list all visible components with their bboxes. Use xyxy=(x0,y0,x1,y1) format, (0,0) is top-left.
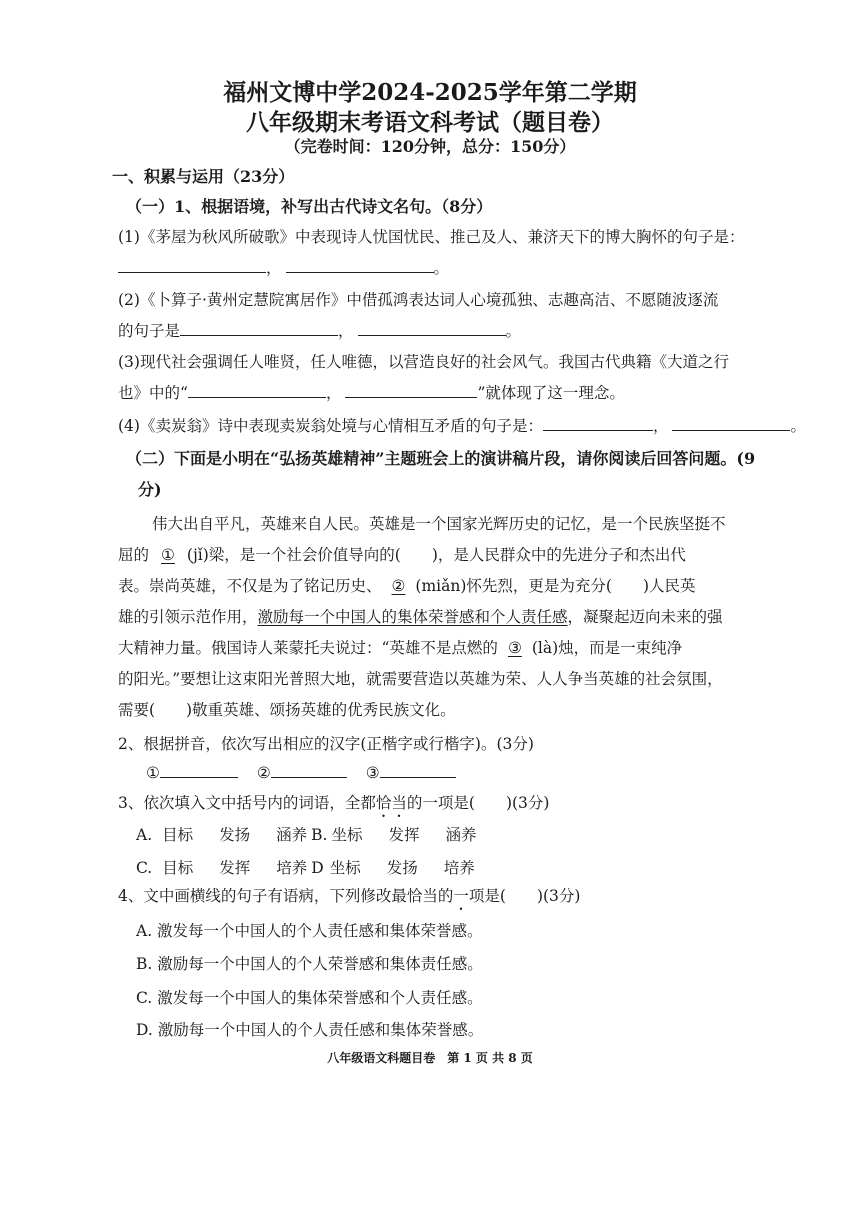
question-2-2: 2、根据拼音，依次写出相应的汉字(正楷字或行楷字)。(3分) xyxy=(118,735,534,753)
period: 。 xyxy=(433,259,450,277)
blank[interactable] xyxy=(271,763,347,778)
mark-1: ① xyxy=(146,764,160,782)
exam-subtitle: （完卷时间：120分钟，总分：150分） xyxy=(284,137,576,156)
passage-text: ，凝聚起迈向未来的强 xyxy=(567,608,723,626)
blank[interactable] xyxy=(543,416,653,431)
option-word: 坐标 xyxy=(331,826,363,844)
passage-text: (miǎn)怀先烈，更是为充分( )人民英 xyxy=(415,577,696,595)
passage-line: 伟大出自平凡，英雄来自人民。英雄是一个国家光辉历史的记忆，是一个民族坚挺不 xyxy=(152,515,726,533)
emphasis: 恰当 xyxy=(375,794,407,812)
passage-line: 需要( )敬重英雄、颂扬英雄的优秀民族文化。 xyxy=(118,701,456,719)
q4-text: 项是( )(3分) xyxy=(468,887,581,905)
blank-mark-2[interactable]: ② xyxy=(391,577,406,595)
q3-text: 的一项是( )(3分) xyxy=(406,794,550,812)
part-1-heading: （一）1、根据语境，补写出古代诗文名句。（8分） xyxy=(126,197,493,216)
passage-text: 雄的引领示范作用， xyxy=(118,608,258,626)
passage-line xyxy=(118,636,682,658)
underlined-sentence: 激励每一个中国人的集体荣誉感和个人责任感 xyxy=(257,608,568,626)
passage-text: (jǐ)梁，是一个社会价值导向的( )，是人民群众中的先进分子和杰出代 xyxy=(186,546,686,564)
option-word: 目标 xyxy=(162,859,194,877)
option-a[interactable]: A. 激发每一个中国人的个人责任感和集体荣誉感。 xyxy=(136,922,483,940)
blank-mark-1[interactable]: ① xyxy=(161,546,175,564)
mark-2: ② xyxy=(256,764,271,782)
mark-3: ③ xyxy=(365,764,380,782)
option-word: 发挥 xyxy=(388,826,420,844)
passage-text: 大精神力量。俄国诗人莱蒙托夫说过：“英雄不是点燃的 xyxy=(118,639,498,657)
option-word: 培养 xyxy=(443,859,475,877)
blank[interactable] xyxy=(160,763,238,778)
q3-text: ”就体现了这一理念。 xyxy=(477,384,625,402)
part-2-heading: （二）下面是小明在“弘扬英雄精神”主题班会上的演讲稿片段，请你阅读后回答问题。(9 xyxy=(126,449,756,468)
option-word: 目标 xyxy=(162,826,194,844)
option-b[interactable]: B. 激励每一个中国人的个人荣誉感和集体责任感。 xyxy=(136,955,483,973)
question-2-4 xyxy=(118,884,580,914)
blank[interactable] xyxy=(358,321,506,336)
option-word: 坐标 xyxy=(329,859,361,877)
question-1-3: (3)现代社会强调任人唯贤，任人唯德，以营造良好的社会风气。我国古代典籍《大道之行 xyxy=(118,353,729,371)
answer-row-2-2 xyxy=(146,763,456,782)
q4-text: (4)《卖炭翁》诗中表现卖炭翁处境与心情相互矛盾的句子是： xyxy=(118,417,543,435)
passage-text: 屈的 xyxy=(118,546,150,564)
passage-text: 表。崇尚英雄，不仅是为了铭记历史、 xyxy=(118,577,382,595)
option-row-ab xyxy=(136,823,477,845)
blank[interactable] xyxy=(118,258,266,273)
option-word: 涵养 xyxy=(276,826,308,844)
passage-text: (là)烛，而是一束纯净 xyxy=(531,639,683,657)
option-letter[interactable]: C. xyxy=(136,859,153,877)
question-1-2: (2)《卜算子·黄州定慧院寓居作》中借孤鸿表达词人心境孤独、志趣高洁、不愿随波逐流 xyxy=(118,291,719,309)
question-1-1: (1)《茅屋为秋风所破歌》中表现诗人忧国忧民、推己及人、兼济天下的博大胸怀的句子是： xyxy=(118,228,745,246)
blank[interactable] xyxy=(180,321,338,336)
q2-text: 的句子是 xyxy=(118,322,181,340)
blank-mark-3[interactable]: ③ xyxy=(507,639,522,657)
option-d[interactable]: D. 激励每一个中国人的个人责任感和集体荣誉感。 xyxy=(136,1021,484,1039)
passage-line xyxy=(118,543,686,565)
exam-title-subject: 八年级期末考语文科考试（题目卷） xyxy=(246,109,614,136)
option-letter[interactable]: D xyxy=(311,859,324,877)
period: 。 xyxy=(505,322,522,340)
q3-text: 3、依次填入文中括号内的词语，全都 xyxy=(118,794,376,812)
emphasis: 一 xyxy=(453,887,469,905)
blank[interactable] xyxy=(188,383,326,398)
comma: ， xyxy=(338,322,354,340)
question-2-3 xyxy=(118,791,549,821)
section-1-heading: 一、积累与运用（23分） xyxy=(112,167,295,186)
q3-text: 也》中的“ xyxy=(118,384,188,402)
comma: ， xyxy=(652,417,669,435)
comma: ， xyxy=(325,384,342,402)
option-row-cd xyxy=(136,856,475,878)
question-1-4 xyxy=(118,414,806,436)
question-1-3-line2 xyxy=(118,381,625,403)
option-word: 发扬 xyxy=(386,859,418,877)
blank[interactable] xyxy=(345,383,477,398)
comma: ， xyxy=(266,259,282,277)
blank[interactable] xyxy=(286,258,434,273)
part-2-heading-line2: 分) xyxy=(138,480,162,499)
option-word: 培养 xyxy=(276,859,308,877)
option-letter[interactable]: A. xyxy=(136,826,153,844)
option-letter[interactable]: B. xyxy=(311,826,328,844)
exam-title-school: 福州文博中学2024-2025学年第二学期 xyxy=(223,79,637,106)
blank[interactable] xyxy=(672,416,790,431)
period: 。 xyxy=(790,417,806,435)
page-footer: 八年级语文科题目卷 第 1 页 共 8 页 xyxy=(327,1051,533,1065)
option-word: 发扬 xyxy=(219,826,251,844)
answer-line-1-1 xyxy=(118,256,449,278)
option-word: 涵养 xyxy=(445,826,477,844)
blank[interactable] xyxy=(380,763,456,778)
passage-line xyxy=(118,574,696,596)
option-c[interactable]: C. 激发每一个中国人的集体荣誉感和个人责任感。 xyxy=(136,989,483,1007)
option-word: 发挥 xyxy=(219,859,251,877)
q4-text: 4、文中画横线的句子有语病，下列修改最恰当的 xyxy=(118,887,454,905)
passage-line xyxy=(118,605,723,627)
question-1-2-line2 xyxy=(118,319,521,341)
passage-line: 的阳光。”要想让这束阳光普照大地，就需要营造以英雄为荣、人人争当英雄的社会氛围， xyxy=(118,670,723,688)
